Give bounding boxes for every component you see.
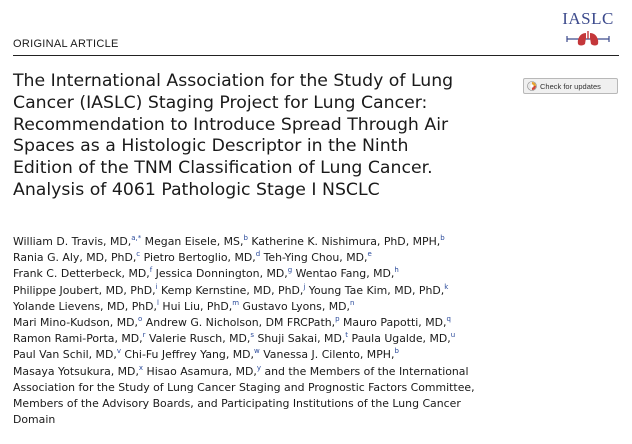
title-line: Analysis of 4061 Pathologic Stage I NSCLC [13, 179, 380, 200]
affiliation-link[interactable]: b [243, 234, 248, 242]
author-text: Vanessa J. Cilento, MPH, [259, 348, 395, 362]
author-text: Association for the Study of Lung Cancer Staging and Prognostic Factors Committee, [13, 380, 475, 394]
affiliation-link[interactable]: l [157, 298, 159, 307]
author-text: Chi-Fu Jeffrey Yang, MD, [120, 348, 254, 362]
affiliation-link[interactable]: a,* [131, 234, 142, 242]
affiliation-link[interactable]: t [345, 331, 349, 340]
author-text: Kemp Kernstine, MD, PhD, [157, 283, 304, 297]
affiliation-link[interactable]: c [136, 250, 141, 259]
author-text: Mari Mino-Kudson, MD, [13, 316, 138, 330]
author-text: Paul Van Schil, MD, [13, 348, 117, 362]
author-text: Philippe Joubert, MD, PhD, [13, 283, 156, 297]
lungs-logo-icon [565, 30, 611, 48]
author-line [13, 283, 625, 299]
author-text: Yolande Lievens, MD, PhD, [13, 299, 158, 313]
title-line: Recommendation to Introduce Spread Through Air [13, 114, 449, 135]
affiliation-link[interactable]: i [155, 282, 158, 291]
affiliation-link[interactable]: j [303, 282, 306, 291]
affiliation-link[interactable]: g [287, 266, 293, 275]
author-line [13, 412, 625, 428]
article-type-label: ORIGINAL ARTICLE [13, 38, 119, 50]
author-line [13, 266, 625, 282]
logo-text: IASLC [562, 9, 614, 28]
author-line [13, 380, 625, 396]
author-text: Shuji Sakai, MD, [254, 332, 346, 346]
header-divider [13, 55, 619, 56]
author-line [13, 250, 625, 266]
author-text: Domain [13, 413, 56, 427]
title-line: Spaces as a Histologic Descriptor in the Ninth [13, 136, 409, 157]
affiliation-link[interactable]: r [142, 331, 146, 340]
author-text: and the Members of the International [261, 364, 469, 378]
author-line [13, 299, 625, 315]
affiliation-link[interactable]: e [367, 250, 372, 259]
author-line [13, 331, 625, 347]
affiliation-link[interactable]: b [440, 234, 445, 242]
author-line [13, 234, 625, 250]
author-list [13, 234, 625, 428]
affiliation-link[interactable]: w [254, 347, 260, 356]
author-text: Wentao Fang, MD, [292, 267, 395, 281]
affiliation-link[interactable]: q [446, 315, 451, 324]
affiliation-link[interactable]: y [256, 363, 261, 372]
author-text: Members of the Advisory Boards, and Participating Institutions of the Lung Cancer [13, 397, 461, 411]
article-title [13, 71, 513, 202]
author-line [13, 315, 625, 331]
affiliation-link[interactable]: b [394, 347, 399, 356]
title-line: Edition of the TNM Classification of Lung Cancer. [13, 158, 433, 179]
author-text: Megan Eisele, MS, [141, 235, 244, 248]
affiliation-link[interactable]: o [137, 315, 143, 324]
author-text: Mauro Papotti, MD, [339, 316, 447, 330]
author-text: William D. Travis, MD, [13, 235, 132, 248]
author-text: Andrew G. Nicholson, DM FRCPath, [142, 316, 336, 330]
affiliation-link[interactable]: k [444, 282, 449, 291]
author-text: Ramon Rami-Porta, MD, [13, 332, 143, 346]
check-for-updates-button[interactable] [523, 78, 618, 94]
affiliation-link[interactable]: s [250, 331, 255, 340]
affiliation-link[interactable]: d [255, 250, 261, 259]
author-text: Paula Ugalde, MD, [348, 332, 451, 346]
author-text: Pietro Bertoglio, MD, [140, 251, 256, 265]
check-for-updates-label: Check for updates [540, 81, 601, 91]
author-text: Jessica Donnington, MD, [152, 267, 288, 281]
author-line [13, 347, 625, 363]
affiliation-link[interactable]: p [335, 315, 340, 324]
author-text: Valerie Rusch, MD, [145, 332, 251, 346]
check-updates-icon [527, 81, 537, 91]
author-line [13, 396, 625, 412]
title-line: Cancer (IASLC) Staging Project for Lung Cancer: [13, 92, 428, 113]
affiliation-link[interactable]: f [149, 266, 153, 275]
title-line: The International Association for the Study of Lung [13, 71, 454, 91]
affiliation-link[interactable]: h [394, 266, 399, 275]
iaslc-logo [558, 10, 618, 48]
author-text: Teh-Ying Chou, MD, [260, 251, 368, 265]
affiliation-link[interactable]: v [116, 347, 121, 356]
author-line [13, 364, 625, 380]
author-text: Hisao Asamura, MD, [143, 364, 257, 378]
affiliation-link[interactable]: u [450, 331, 456, 340]
author-text: Katherine K. Nishimura, PhD, MPH, [247, 235, 441, 248]
author-text: Frank C. Detterbeck, MD, [13, 267, 150, 281]
author-text: Rania G. Aly, MD, PhD, [13, 251, 137, 265]
affiliation-link[interactable]: m [232, 298, 240, 307]
affiliation-link[interactable]: x [138, 363, 144, 372]
author-text: Gustavo Lyons, MD, [239, 299, 350, 313]
affiliation-link[interactable]: n [350, 298, 355, 307]
author-text: Hui Liu, PhD, [158, 299, 233, 313]
author-text: Masaya Yotsukura, MD, [13, 364, 139, 378]
author-text: Young Tae Kim, MD, PhD, [305, 283, 445, 297]
